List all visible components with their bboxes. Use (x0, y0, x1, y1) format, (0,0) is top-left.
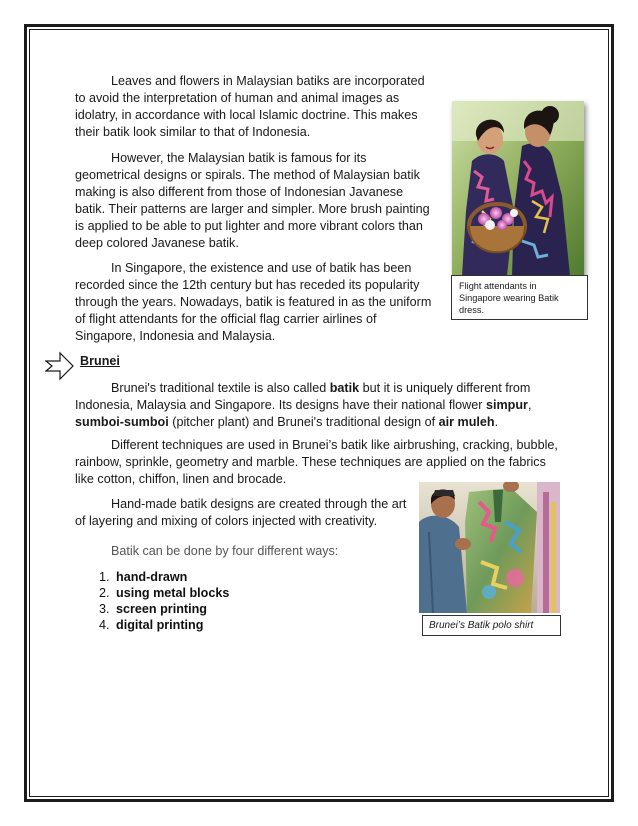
figure-caption-text: Brunei’s Batik polo shirt (429, 620, 534, 631)
list-item: 4. digital printing (113, 617, 229, 633)
flight-attendants-image (452, 101, 584, 276)
paragraph-brunei-textile: Brunei's traditional textile is also called batik but it is uniquely different from Indonesia, Malaysia and Singapore. Its designs have their national flower simpur, sumboi-sumboi (pitcher plant) and Brunei's traditional design of air muleh. (75, 381, 532, 429)
paragraph-malaysian-method: However, the Malaysian batik is famous for its geometrical designs or spirals. The method of Malaysian batik making is also different from those of Indonesian Javanese batik. Their patterns are larger and simpler. More brush painting is applied to be able to put lighter and more vibrant colors than deep colored Javanese batik. (75, 151, 430, 250)
list-item: 1. hand-drawn (113, 569, 229, 585)
figure-caption-text: Flight attendants in Singapore wearing Batik dress. (459, 281, 559, 315)
arrow-right-icon (45, 351, 75, 381)
paragraph-singapore: In Singapore, the existence and use of batik has been recorded since the 12th century but has receded its popularity through the years. Nowadays, batik is featured in as the uniform of flight attendants for the official flag carrier airlines of Singapore, Indonesia and Malaysia. (75, 261, 432, 343)
figure-caption-batik-shirt (422, 615, 561, 636)
figure-caption-flight-attendants (451, 275, 588, 320)
paragraph-hand-made: Hand-made batik designs are created through the art of layering and mixing of colors injected with creativity. (75, 497, 407, 528)
flight-attendants-photo (452, 101, 584, 276)
list-intro: Batik can be done by four different ways: (111, 544, 339, 558)
section-heading-brunei: Brunei (80, 354, 120, 368)
batik-ways-list (78, 569, 229, 633)
list-item: 2. using metal blocks (113, 585, 229, 601)
batik-shirt-image (419, 482, 560, 613)
brunei-batik-shirt-photo (419, 482, 560, 613)
list-item: 3. screen printing (113, 601, 229, 617)
paragraph-malaysian-motifs: Leaves and flowers in Malaysian batiks are incorporated to avoid the interpretation of human and animal images as idolatry, in accordance with local Islamic doctrine. This makes their batik look similar to that of Indonesia. (75, 74, 425, 139)
paragraph-brunei-techniques: Different techniques are used in Brunei’s batik like airbrushing, cracking, bubble, rainbow, sprinkle, geometry and marble. These techniques are applied on the fabrics like cotton, chiffon, linen and brocade. (75, 438, 558, 486)
